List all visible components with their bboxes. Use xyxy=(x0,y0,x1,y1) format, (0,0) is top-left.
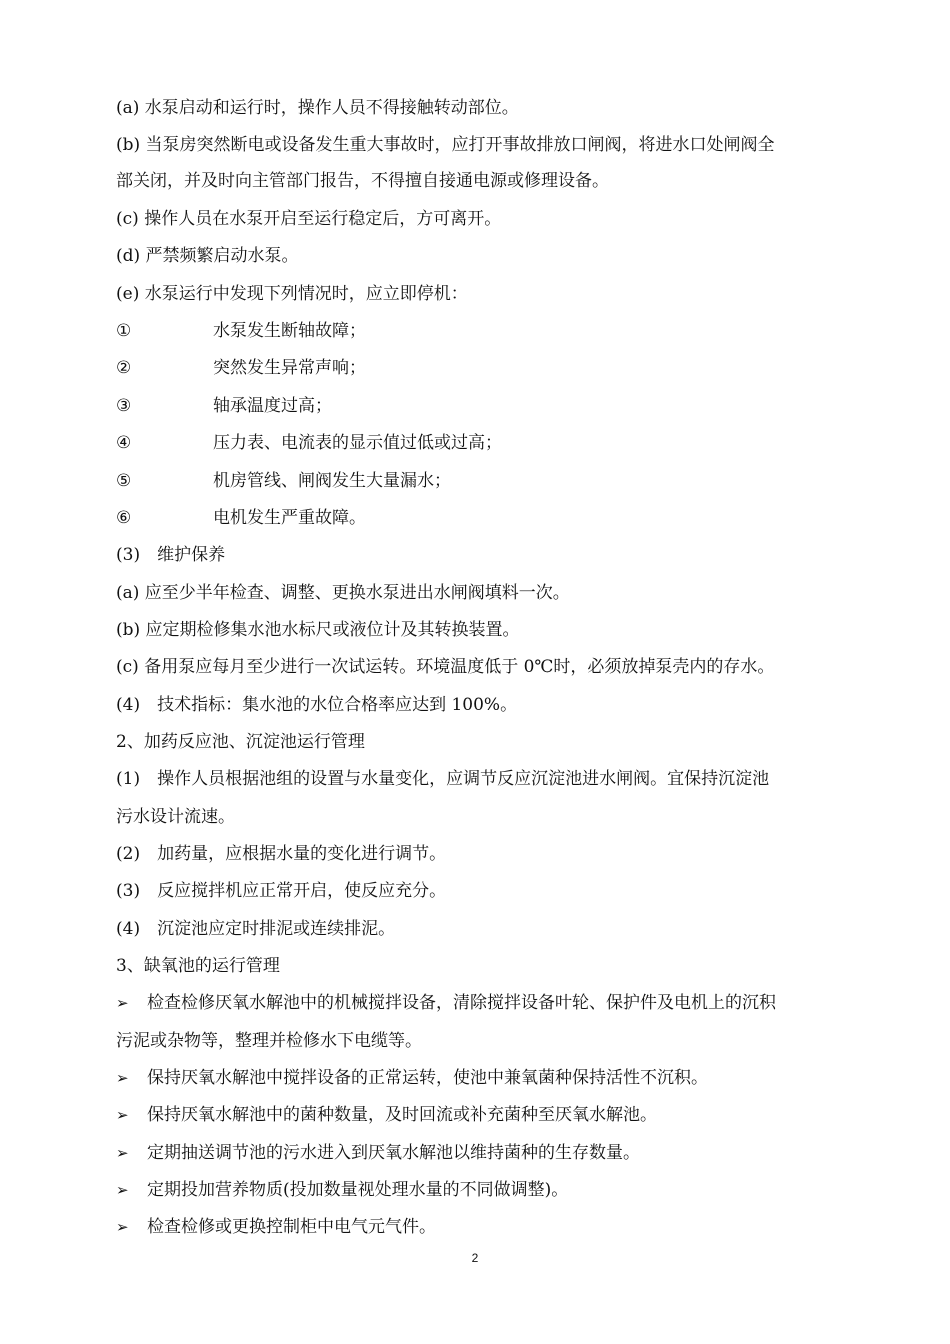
bullet-text: 检查检修厌氧水解池中的机械搅拌设备，清除搅拌设备叶轮、保护件及电机上的沉积 xyxy=(147,993,776,1013)
numbered-item xyxy=(116,357,876,379)
circled-number: ⑥ xyxy=(116,508,132,528)
paragraph-line: (2) 加药量，应根据水量的变化进行调节。 xyxy=(116,844,447,864)
numbered-item-text: 轴承温度过高； xyxy=(213,396,332,416)
paragraph-line: 污水设计流速。 xyxy=(116,807,235,827)
circled-number: ③ xyxy=(116,396,132,416)
circled-number: ② xyxy=(116,358,132,378)
arrow-bullet-icon: ➢ xyxy=(116,1181,129,1199)
arrow-bullet-icon: ➢ xyxy=(116,1144,129,1162)
bullet-item xyxy=(116,1179,876,1201)
bullet-item xyxy=(116,992,876,1014)
circled-number: ⑤ xyxy=(116,471,132,491)
paragraph-line: (1) 操作人员根据池组的设置与水量变化，应调节反应沉淀池进水闸阀。宜保持沉淀池 xyxy=(116,769,770,789)
numbered-item xyxy=(116,470,876,492)
numbered-item xyxy=(116,432,876,454)
paragraph-line: (d) 严禁频繁启动水泵。 xyxy=(116,246,299,266)
numbered-item xyxy=(116,507,876,529)
paragraph-line: (e) 水泵运行中发现下列情况时，应立即停机： xyxy=(116,284,468,304)
paragraph-line: (4) 沉淀池应定时排泥或连续排泥。 xyxy=(116,919,396,939)
bullet-text: 检查检修或更换控制柜中电气元气件。 xyxy=(147,1217,436,1237)
numbered-item xyxy=(116,395,876,417)
numbered-item-text: 水泵发生断轴故障； xyxy=(213,321,366,341)
bullet-item xyxy=(116,1142,876,1164)
section-heading: (3) 维护保养 xyxy=(116,545,226,565)
numbered-item-text: 电机发生严重故障。 xyxy=(213,508,366,528)
section-heading: 3、缺氧池的运行管理 xyxy=(116,956,280,976)
paragraph-line: (c) 备用泵应每月至少进行一次试运转。环境温度低于 0℃时，必须放掉泵壳内的存水。 xyxy=(116,657,775,677)
paragraph-line: (4) 技术指标：集水池的水位合格率应达到 100%。 xyxy=(116,695,518,715)
circled-number: ① xyxy=(116,321,132,341)
bullet-text: 保持厌氧水解池中搅拌设备的正常运转，使池中兼氧菌种保持活性不沉积。 xyxy=(147,1068,708,1088)
numbered-item-text: 突然发生异常声响； xyxy=(213,358,366,378)
paragraph-line: (a) 水泵启动和运行时，操作人员不得接触转动部位。 xyxy=(116,98,519,118)
paragraph-line: (a) 应至少半年检查、调整、更换水泵进出水闸阀填料一次。 xyxy=(116,583,570,603)
bullet-text: 定期投加营养物质(投加数量视处理水量的不同做调整)。 xyxy=(147,1180,569,1200)
numbered-item-text: 机房管线、闸阀发生大量漏水； xyxy=(213,471,451,491)
section-heading: 2、加药反应池、沉淀池运行管理 xyxy=(116,732,365,752)
arrow-bullet-icon: ➢ xyxy=(116,1069,129,1087)
bullet-text: 定期抽送调节池的污水进入到厌氧水解池以维持菌种的生存数量。 xyxy=(147,1143,640,1163)
bullet-item xyxy=(116,1216,876,1238)
arrow-bullet-icon: ➢ xyxy=(116,1218,129,1236)
paragraph-line: 污泥或杂物等，整理并检修水下电缆等。 xyxy=(116,1031,422,1051)
paragraph-line: (b) 应定期检修集水池水标尺或液位计及其转换装置。 xyxy=(116,620,520,640)
bullet-text: 保持厌氧水解池中的菌种数量，及时回流或补充菌种至厌氧水解池。 xyxy=(147,1105,657,1125)
arrow-bullet-icon: ➢ xyxy=(116,994,129,1012)
circled-number: ④ xyxy=(116,433,132,453)
page-number: 2 xyxy=(471,1251,479,1265)
paragraph-line: (b) 当泵房突然断电或设备发生重大事故时，应打开事故排放口闸阀，将进水口处闸阀全 xyxy=(116,135,775,155)
numbered-item-text: 压力表、电流表的显示值过低或过高； xyxy=(213,433,502,453)
arrow-bullet-icon: ➢ xyxy=(116,1106,129,1124)
paragraph-line: 部关闭，并及时向主管部门报告，不得擅自接通电源或修理设备。 xyxy=(116,171,609,191)
bullet-item xyxy=(116,1104,876,1126)
paragraph-line: (3) 反应搅拌机应正常开启，使反应充分。 xyxy=(116,881,447,901)
paragraph-line: (c) 操作人员在水泵开启至运行稳定后，方可离开。 xyxy=(116,209,502,229)
numbered-item xyxy=(116,320,876,342)
bullet-item xyxy=(116,1067,876,1089)
